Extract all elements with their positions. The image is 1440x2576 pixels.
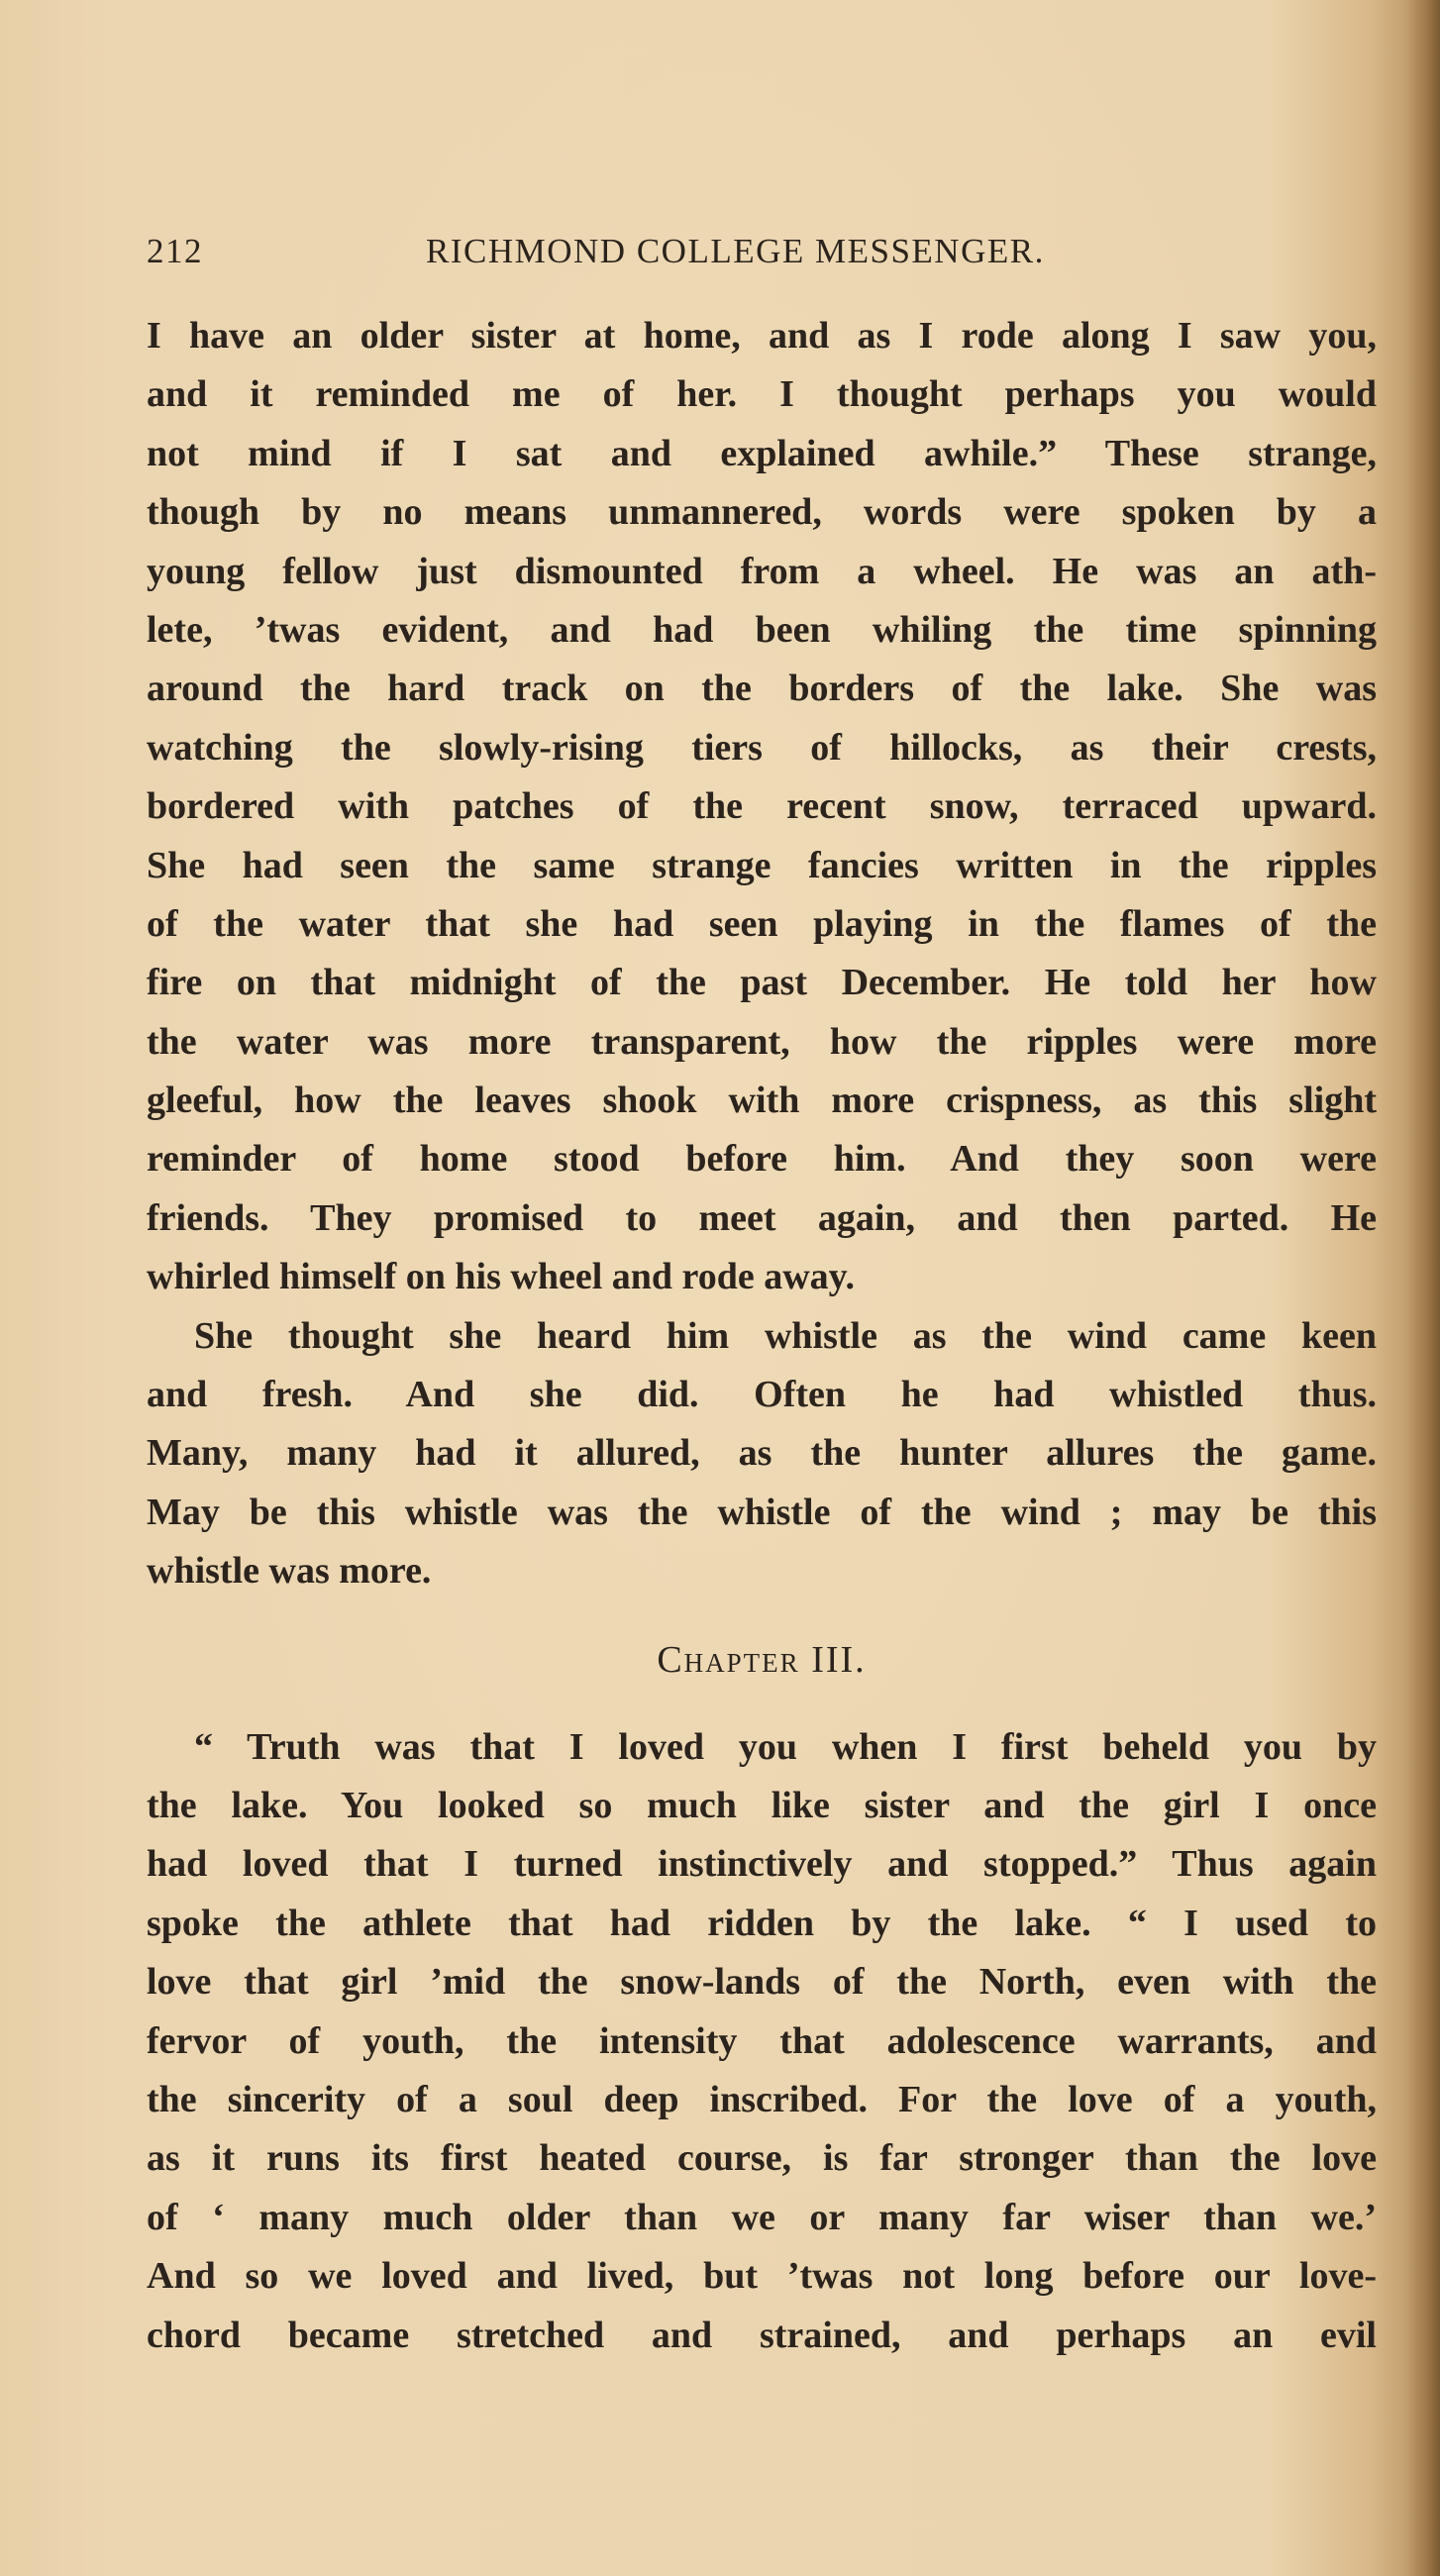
text-line: and fresh. And she did. Often he had whistled thus. (147, 1374, 1377, 1416)
text-line: and it reminded me of her. I thought perhaps you would (147, 373, 1377, 416)
text-line: had loved that I turned instinctively and stopped.” Thus again (147, 1843, 1377, 1886)
running-header (147, 232, 1127, 283)
text-line: around the hard track on the borders of the lake. She was (147, 668, 1377, 710)
text-line: May be this whistle was the whistle of the wind ; may be this (147, 1491, 1377, 1533)
text-line: the lake. You looked so much like sister and the girl I once (147, 1784, 1377, 1826)
chapter-heading (147, 1601, 1377, 1718)
text-line: the sincerity of a soul deep inscribed. For the love of a youth, (147, 2078, 1377, 2120)
text-line: young fellow just dismounted from a wheel. He was an ath- (147, 550, 1377, 592)
text-line: bordered with patches of the recent snow, terraced upward. (147, 785, 1377, 828)
text-line: She thought she heard him whistle as the wind came keen (194, 1314, 1377, 1357)
text-line: And so we loved and lived, but ’twas not long before our love- (147, 2255, 1377, 2298)
text-line: the water was more transparent, how the ripples were more (147, 1020, 1377, 1063)
text-line: “ Truth was that I loved you when I first beheld you by (194, 1725, 1377, 1768)
page-number: 212 (147, 232, 203, 270)
text-line: I have an older sister at home, and as I rode along I saw you, (147, 315, 1377, 357)
text-line: spoke the athlete that had ridden by the lake. “ I used to (147, 1902, 1377, 1944)
paragraph-2 (147, 1307, 1377, 1601)
text-line: friends. They promised to meet again, and then parted. He (147, 1196, 1377, 1239)
text-line: fire on that midnight of the past December. He told her how (147, 962, 1377, 1004)
text-line: whistle was more. (147, 1550, 432, 1593)
page-edge-shadow (1406, 0, 1440, 2576)
text-line: fervor of youth, the intensity that adolescence warrants, and (147, 2019, 1377, 2062)
text-line: Many, many had it allured, as the hunter allures the game. (147, 1432, 1377, 1475)
text-line: chord became stretched and strained, and perhaps an evil (147, 2314, 1377, 2356)
text-line: not mind if I sat and explained awhile.” These strange, (147, 432, 1377, 474)
text-line: of ‘ many much older than we or many far wiser than we.’ (147, 2196, 1377, 2238)
text-line: as it runs its first heated course, is far stronger than the love (147, 2137, 1377, 2180)
text-line: gleeful, how the leaves shook with more crispness, as this slight (147, 1080, 1377, 1122)
text-line: love that girl ’mid the snow-lands of the North, even with the (147, 1961, 1377, 2004)
text-line: watching the slowly-rising tiers of hillocks, as their crests, (147, 726, 1377, 769)
chapter-word: Chapter (657, 1638, 800, 1681)
paragraph-1 (147, 307, 1377, 1307)
text-line: reminder of home stood before him. And they soon were (147, 1138, 1377, 1181)
text-line: lete, ’twas evident, and had been whiling the time spinning (147, 608, 1377, 651)
text-line: of the water that she had seen playing in the flames of the (147, 902, 1377, 945)
paragraph-3 (147, 1718, 1377, 2365)
text-line: whirled himself on his wheel and rode away. (147, 1256, 856, 1298)
text-line: though by no means unmannered, words were spoken by a (147, 491, 1377, 534)
text-line: She had seen the same strange fancies written in the ripples (147, 844, 1377, 886)
chapter-numeral: III. (811, 1638, 867, 1681)
running-title: RICHMOND COLLEGE MESSENGER. (426, 232, 1045, 270)
body-text (147, 307, 1377, 2365)
